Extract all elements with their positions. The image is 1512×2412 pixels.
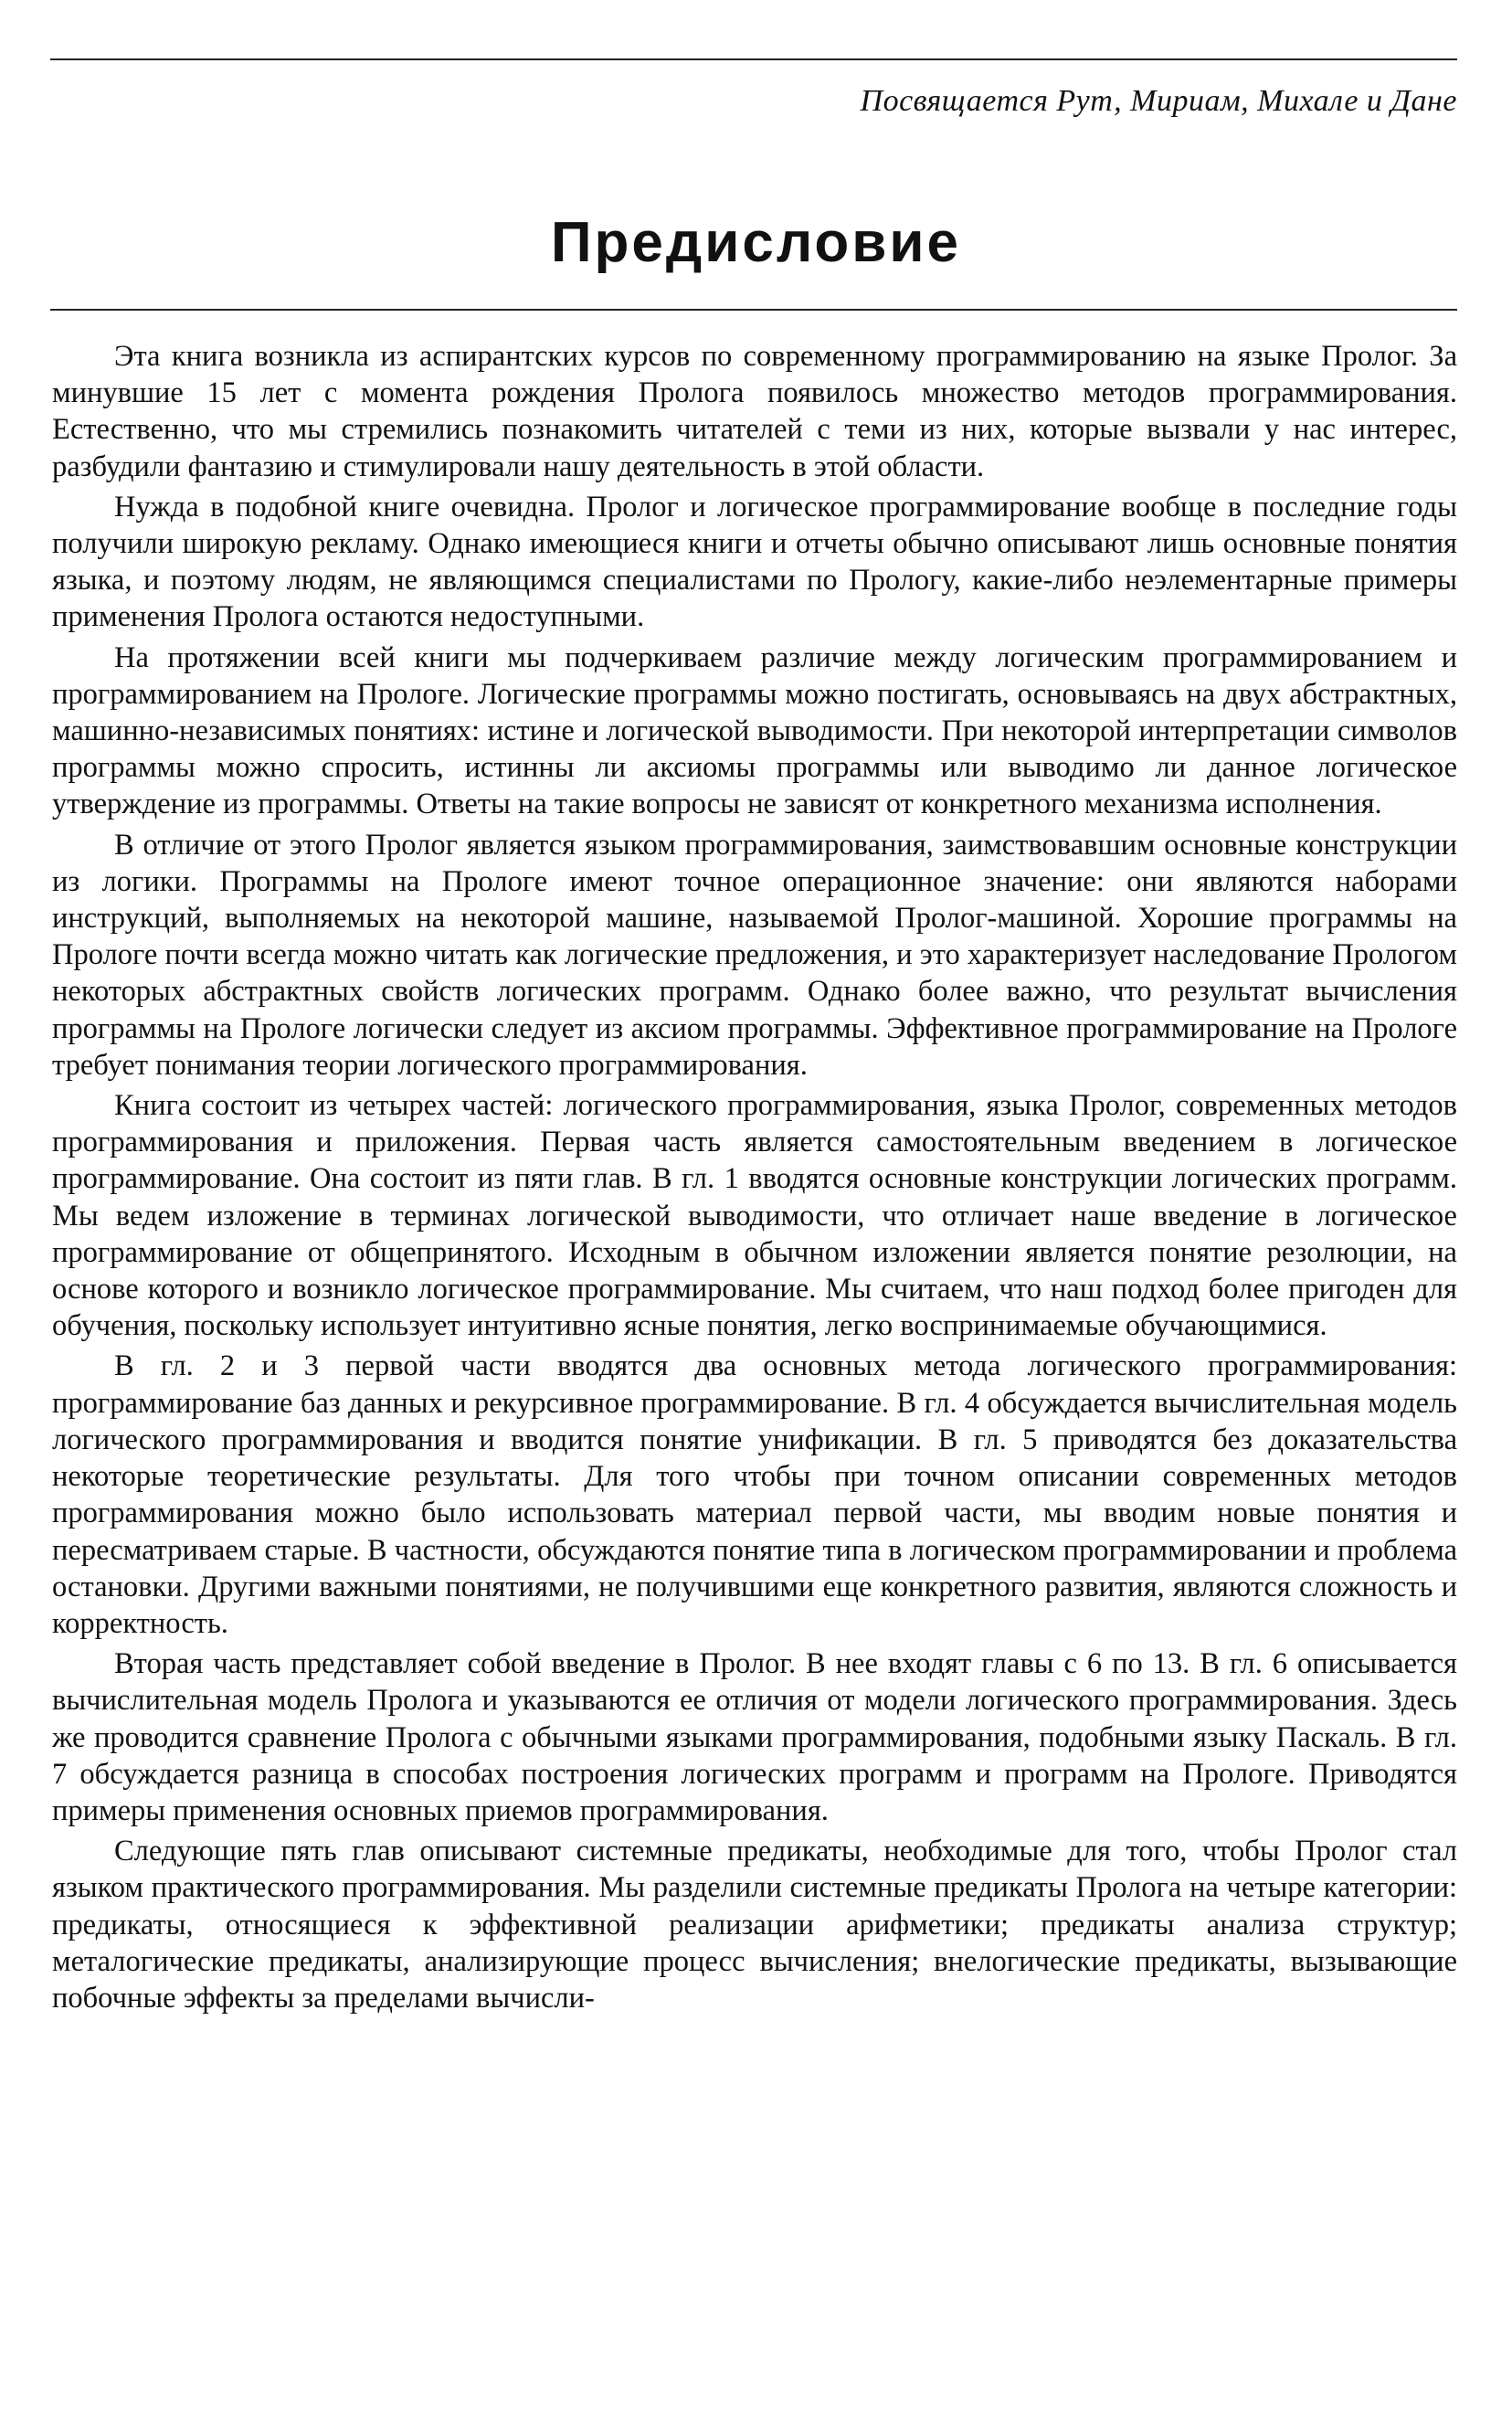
page-title: Предисловие — [550, 210, 962, 274]
paragraph: Эта книга возникла из аспирантских курсов по современному программированию на языке Пролог. За минувшие 15 лет с момента рождения Пролога появилось множество методов программирования. Естественно, что мы стремились познакомить читателей с теми из них, которые вызвали у нас интерес, разбудили фантазию и стимулировали нашу деятельность в этой области. — [52, 340, 1457, 483]
paragraph: Нужда в подобной книге очевидна. Пролог и логическое программирование вообще в последние годы получили широкую рекламу. Однако имеющиеся книги и отчеты обычно описывают лишь основные понятия языка, и поэтому людям, не являющимся специалистами по Прологу, какие-либо неэлементарные примеры применения Пролога остаются недоступными. — [52, 490, 1457, 634]
paragraph: Вторая часть представляет собой введение в Пролог. В нее входят главы с 6 по 13. В гл. 6 описывается вычислительная модель Пролога и указываются ее отличия от модели логического программирования. Здесь же проводится сравнение Пролога с обычными языками программирования, подобными языку Паскаль. В гл. 7 обсуждается разница в способах построения логических программ и программ на Прологе. Приводятся примеры применения основных приемов программирования. — [52, 1647, 1457, 1827]
paragraph: Книга состоит из четырех частей: логического программирования, языка Пролог, современных методов программирования и приложения. Первая часть является самостоятельным введением в логическое программирование. Она состоит из пяти глав. В гл. 1 вводятся основные конструкции логических программ. Мы ведем изложение в терминах логической выводимости, что отличает наше введение в логическое программирование от общепринятого. Исходным в обычном изложении является понятие резолюции, на основе которого и возникло логическое программирование. Мы считаем, что наш подход более пригоден для обучения, поскольку использует интуитивно ясные понятия, легко воспринимаемые обучающимися. — [52, 1089, 1457, 1343]
paragraph: В гл. 2 и 3 первой части вводятся два основных метода логического программирования: программирование баз данных и рекурсивное программирование. В гл. 4 обсуждается вычислительная модель логического программирования и вводится понятие унификации. В гл. 5 приводятся без доказательства некоторые теоретические результаты. Для того чтобы при точном описании современных методов программирования можно было использовать материал первой части, мы вводим новые понятия и пересматриваем старые. В частности, обсуждаются понятие типа в логическом программировании и проблема остановки. Другими важными понятиями, не получившими еще конкретного развития, являются сложность и корректность. — [52, 1349, 1457, 1640]
top-rule — [50, 58, 1457, 60]
paragraph: В отличие от этого Пролог является языком программирования, заимствовавшим основные конструкции из логики. Программы на Прологе имеют точное операционное значение: они являются наборами инструкций, выполняемых на некоторой машине, называемой Пролог-машиной. Хорошие программы на Прологе почти всегда можно читать как логические предложения, и это характеризует наследование Прологом некоторых абстрактных свойств логических программ. Однако более важно, что результат вычисления программы на Прологе логически следует из аксиом программы. Эффективное программирование на Прологе требует понимания теории логического программирования. — [52, 828, 1457, 1082]
paragraph: Следующие пять глав описывают системные предикаты, необходимые для того, чтобы Пролог стал языком практического программирования. Мы разделили системные предикаты Пролога на четыре категории: предикаты, относящиеся к эффективной реализации арифметики; предикаты анализа структур; металогические предикаты, анализирующие процесс вычисления; внелогические предикаты, вызывающие побочные эффекты за пределами вычисли- — [52, 1835, 1457, 2015]
dedication: Посвящается Рут, Мириам, Михале и Дане — [860, 84, 1457, 118]
body-text — [52, 338, 1457, 2016]
paragraph: На протяжении всей книги мы подчеркиваем различие между логическим программированием и программированием на Прологе. Логические программы можно постигать, основываясь на двух абстрактных, машинно-независимых понятиях: истине и логической выводимости. При некоторой интерпретации символов программы можно спросить, истинны ли аксиомы программы или выводимо ли данное логическое утверждение из программы. Ответы на такие вопросы не зависят от конкретного механизма исполнения. — [52, 640, 1457, 821]
title-underline-rule — [50, 309, 1457, 311]
